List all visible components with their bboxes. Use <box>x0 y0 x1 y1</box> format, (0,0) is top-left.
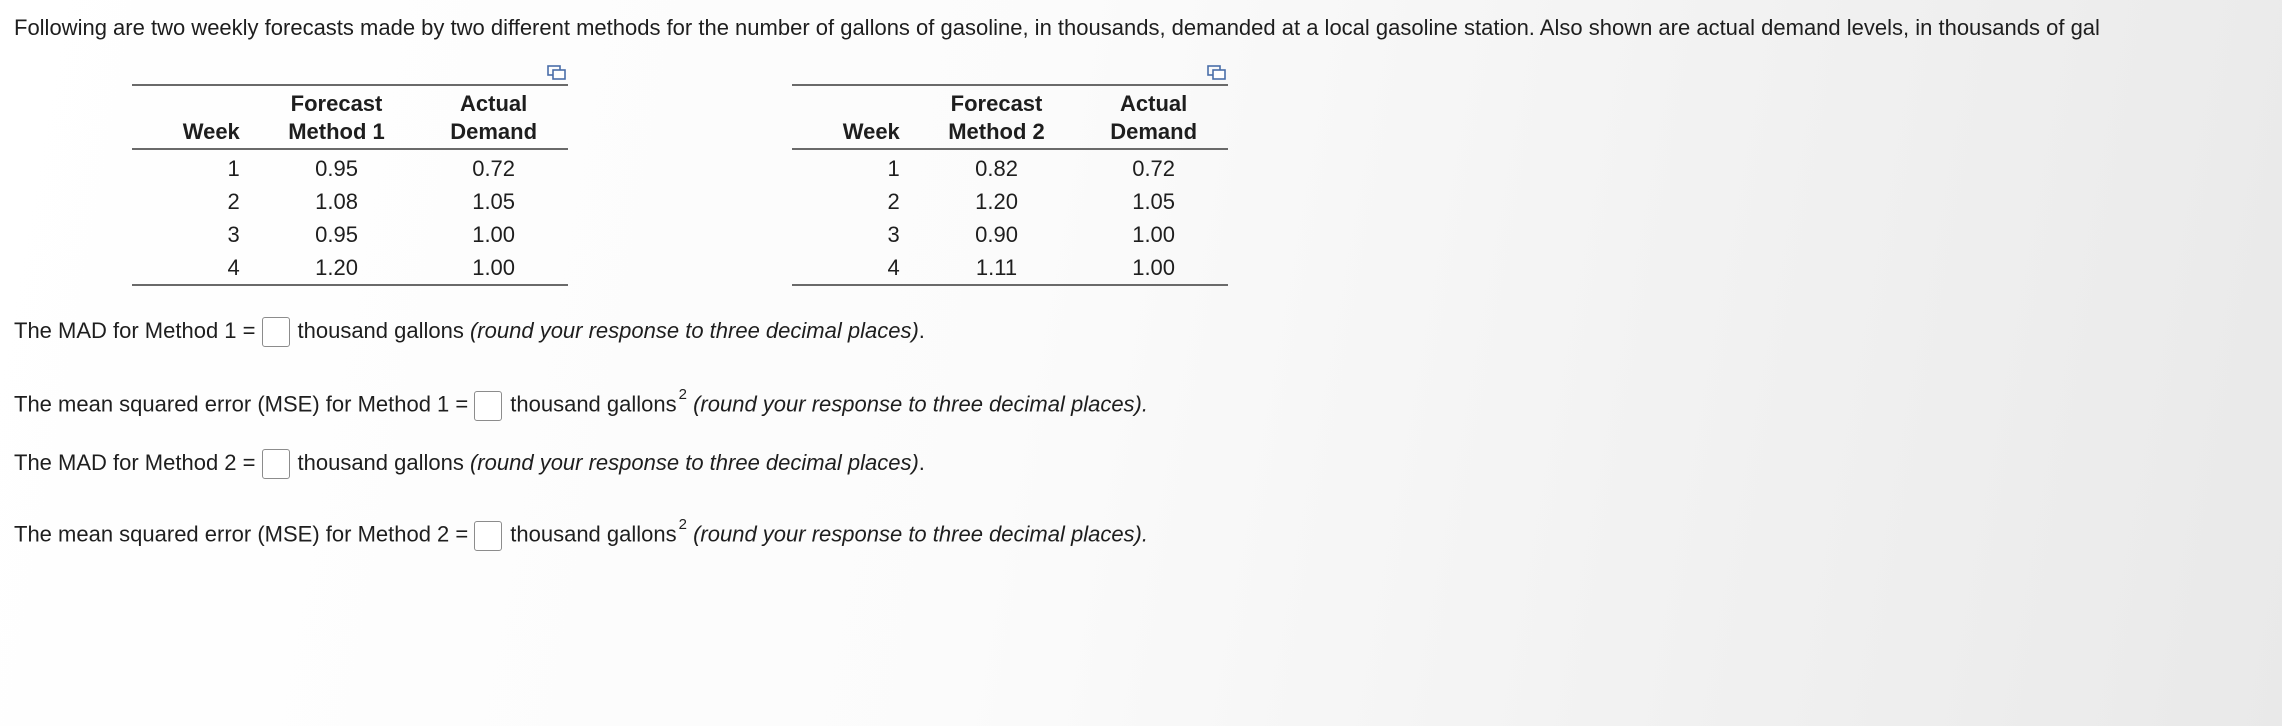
forecast-cell: 1.20 <box>254 251 419 285</box>
rounding-instruction: (round your response to three decimal places). <box>693 521 1148 547</box>
table-row <box>132 218 568 251</box>
question-prefix: The mean squared error (MSE) for Method 1 = <box>14 391 469 417</box>
table-row <box>132 185 568 218</box>
mad-method-2-input[interactable] <box>262 449 290 479</box>
rounding-instruction: (round your response to three decimal places). <box>693 391 1148 417</box>
actual-cell: 1.05 <box>472 188 516 214</box>
column-header: Actual <box>1079 85 1228 118</box>
question-end: . <box>918 450 925 475</box>
column-header: Forecast <box>254 85 419 118</box>
question-end: . <box>918 318 925 343</box>
mse-method-2-input[interactable] <box>474 521 502 551</box>
forecast-cell: 0.95 <box>315 221 358 247</box>
actual-cell: 1.00 <box>1132 221 1176 247</box>
week-cell: 3 <box>227 221 240 247</box>
column-header: Method 1 <box>254 118 419 149</box>
unit-label: thousand gallons <box>297 318 464 343</box>
actual-cell: 1.00 <box>1079 251 1228 285</box>
rounding-instruction: (round your response to three decimal places) <box>469 450 919 475</box>
unit-label: thousand gallons <box>510 391 677 417</box>
question-prefix: The mean squared error (MSE) for Method 2 = <box>14 521 469 547</box>
question-mse-method-2 <box>14 514 1148 551</box>
copy-icon[interactable] <box>1206 64 1228 82</box>
column-header: Week <box>792 118 914 149</box>
column-header: Actual <box>419 85 568 118</box>
forecast-cell: 0.90 <box>975 221 1018 247</box>
data-table <box>792 84 1228 286</box>
problem-intro: Following are two weekly forecasts made by two different methods for the number of gallons of gasoline, in thousands, demanded at a local gasoline station. Also shown are actual demand levels, in thousands of gal <box>14 15 2100 40</box>
actual-cell: 1.00 <box>472 221 516 247</box>
forecast-cell: 1.20 <box>975 188 1018 214</box>
forecast-table-method-1 <box>132 84 568 286</box>
mse-method-1-input[interactable] <box>474 391 502 421</box>
forecast-cell: 1.11 <box>914 251 1079 285</box>
question-prefix: The MAD for Method 2 = <box>14 450 256 475</box>
data-table <box>132 84 568 286</box>
question-mad-method-1 <box>14 316 925 347</box>
actual-cell: 1.00 <box>419 251 568 285</box>
unit-exponent: 2 <box>678 386 687 403</box>
unit-label: thousand gallons <box>510 521 677 547</box>
column-header: Forecast <box>914 85 1079 118</box>
table-row <box>132 251 568 285</box>
column-header: Method 2 <box>914 118 1079 149</box>
question-mse-method-1 <box>14 384 1148 421</box>
forecast-table-method-2 <box>792 84 1228 286</box>
copy-icon[interactable] <box>546 64 568 82</box>
rounding-instruction: (round your response to three decimal places) <box>469 318 919 343</box>
week-cell: 2 <box>887 188 900 214</box>
table-row <box>132 149 568 185</box>
week-cell: 4 <box>792 251 914 285</box>
week-cell: 4 <box>132 251 254 285</box>
column-header: Week <box>132 118 254 149</box>
forecast-cell: 0.95 <box>315 155 358 181</box>
question-prefix: The MAD for Method 1 = <box>14 318 256 343</box>
table-row <box>792 185 1228 218</box>
week-cell: 3 <box>887 221 900 247</box>
table-row <box>792 218 1228 251</box>
week-cell: 1 <box>227 155 240 181</box>
column-header: Demand <box>419 118 568 149</box>
actual-cell: 0.72 <box>1132 155 1176 181</box>
question-mad-method-2 <box>14 448 925 479</box>
unit-label: thousand gallons <box>297 450 464 475</box>
forecast-cell: 0.82 <box>975 155 1018 181</box>
table-row <box>792 251 1228 285</box>
column-header: Demand <box>1079 118 1228 149</box>
actual-cell: 0.72 <box>472 155 516 181</box>
week-cell: 2 <box>227 188 240 214</box>
unit-exponent: 2 <box>678 516 687 533</box>
actual-cell: 1.05 <box>1132 188 1176 214</box>
mad-method-1-input[interactable] <box>262 317 290 347</box>
forecast-cell: 1.08 <box>315 188 358 214</box>
week-cell: 1 <box>887 155 900 181</box>
table-row <box>792 149 1228 185</box>
